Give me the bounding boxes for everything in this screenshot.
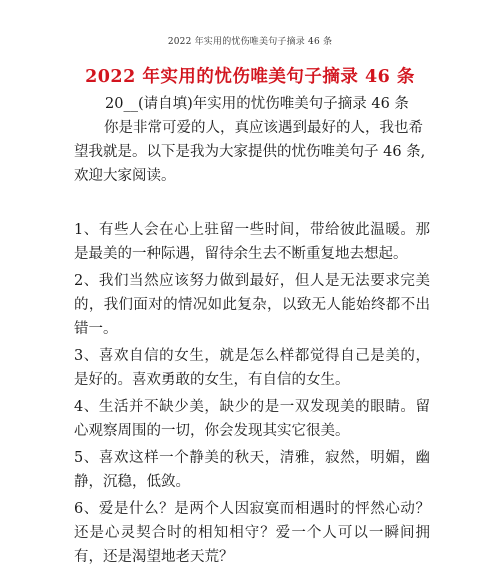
running-header: 2022 年实用的忧伤唯美句子摘录 46 条 xyxy=(167,37,333,47)
list-item: 6、爱是什么？是两个人因寂寞而相遇时的怦然心动？还是心灵契合时的相知相守？爱一个人可以一瞬间拥有，还是渴望地老天荒？ xyxy=(74,501,430,565)
document-subtitle: 20__(请自填)年实用的忧伤唯美句子摘录 46 条 xyxy=(105,96,409,112)
list-item: 2、我们当然应该努力做到最好，但人是无法要求完美的，我们面对的情况如此复杂，以致无人能始终都不出错一。 xyxy=(74,273,430,337)
document-title: 2022 年实用的忧伤唯美句子摘录 46 条 xyxy=(85,67,415,87)
list-item: 5、喜欢这样一个静美的秋天，清雅，寂然，明媚，幽静，沉稳，低敛。 xyxy=(74,450,430,490)
quote-list xyxy=(74,218,430,566)
list-item: 1、有些人会在心上驻留一些时间，带给彼此温暖。那是最美的一种际遇，留待余生去不断重复地去想起。 xyxy=(74,222,430,262)
intro-paragraph: 你是非常可爱的人，真应该遇到最好的人，我也希望我就是。以下是我为大家提供的忧伤唯美句子 46 条,欢迎大家阅读。 xyxy=(74,120,426,184)
list-item: 3、喜欢自信的女生，就是怎么样都觉得自己是美的，是好的。喜欢勇敢的女生，有自信的女生。 xyxy=(74,348,430,388)
list-item: 4、生活并不缺少美，缺少的是一双发现美的眼睛。留心观察周围的一切，你会发现其实它很美。 xyxy=(74,399,430,439)
